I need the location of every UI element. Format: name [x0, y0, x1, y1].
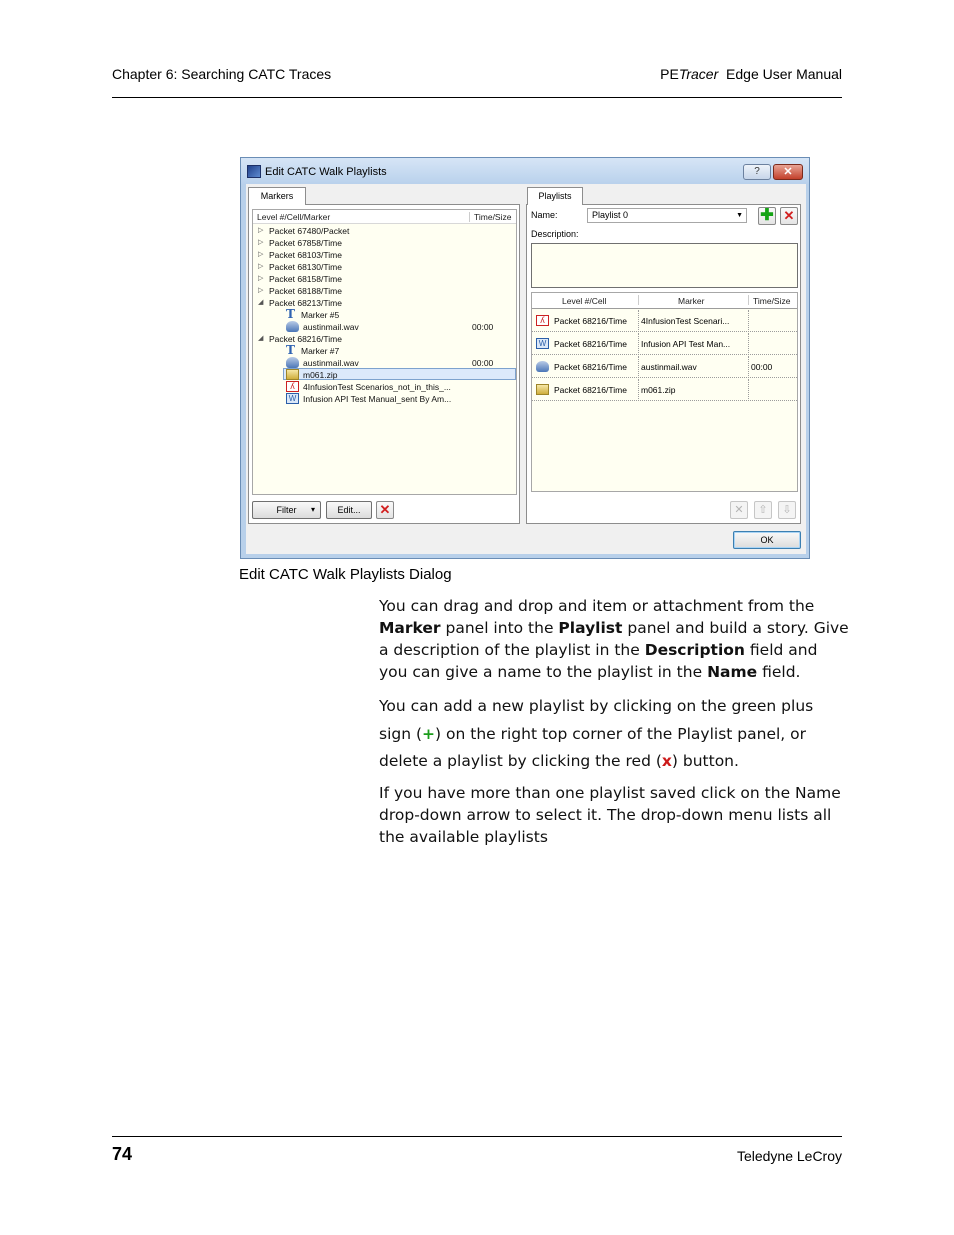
tree-item[interactable] — [253, 273, 516, 285]
dialog-title: Edit CATC Walk Playlists — [265, 166, 387, 178]
paragraph-add-delete — [379, 693, 849, 776]
tree-item-time: 00:00 — [472, 358, 494, 368]
text-run: ) on the right top corner of the Playlist panel, or delete a playlist by clicking the red ( — [379, 724, 807, 770]
markers-panel — [248, 204, 520, 524]
playlist-row-marker: m061.zip — [641, 385, 676, 395]
paragraph-dropdown: If you have more than one playlist saved click on the Name drop-down arrow to select it. The drop-down menu lists all the available playlists — [379, 784, 841, 846]
manual-italic: Tracer — [678, 66, 719, 82]
description-field[interactable] — [531, 243, 798, 288]
text-run: panel and build a story. Give a description of the playlist in the — [379, 619, 849, 659]
expander-icon[interactable]: ▷ — [258, 251, 264, 258]
plus-icon: + — [422, 724, 436, 743]
move-down-button[interactable]: ⇩ — [778, 501, 796, 519]
playlist-row-time — [751, 310, 797, 332]
manual-title — [660, 66, 842, 82]
grid-header-marker[interactable]: Marker — [678, 296, 705, 306]
app-icon — [247, 165, 261, 178]
marker-icon: T — [286, 343, 295, 357]
playlist-row-level: Packet 68216/Time — [554, 385, 627, 395]
tree-item-label: Packet 68103/Time — [269, 250, 342, 260]
tree-item-label: austinmail.wav — [303, 358, 359, 368]
playlist-grid[interactable] — [531, 292, 798, 492]
text-run: You can add a new playlist by clicking on the green plus sign ( — [379, 697, 814, 743]
bold-term: Description — [644, 641, 745, 659]
chevron-down-icon[interactable]: ▼ — [736, 212, 743, 219]
footer-company: Teledyne LeCroy — [736, 1148, 842, 1164]
expander-icon[interactable]: ◢ — [258, 299, 264, 306]
playlist-row-level: Packet 68216/Time — [554, 316, 627, 326]
move-up-button[interactable]: ⇧ — [754, 501, 772, 519]
playlist-row-marker: Infusion API Test Man... — [641, 339, 731, 349]
document-file-icon: W — [286, 393, 299, 404]
column-separator — [638, 379, 639, 401]
header-time[interactable]: Time/Size — [474, 212, 512, 222]
playlist-row[interactable] — [532, 333, 797, 355]
expander-icon[interactable]: ◢ — [258, 335, 264, 342]
expander-icon[interactable]: ▷ — [258, 275, 264, 282]
tree-item[interactable] — [253, 237, 516, 249]
expander-icon[interactable]: ▷ — [258, 227, 264, 234]
tree-item-label: Infusion API Test Manual_sent By Am... — [303, 394, 452, 404]
tree-item-label: Packet 68216/Time — [269, 334, 342, 344]
playlist-row-time — [751, 333, 797, 355]
playlist-row-level: Packet 68216/Time — [554, 339, 627, 349]
tree-item-label: 4InfusionTest Scenarios_not_in_this_... — [303, 382, 451, 392]
zip-file-icon — [536, 384, 549, 395]
edit-button[interactable]: Edit... — [326, 501, 372, 519]
playlist-name-value: Playlist 0 — [592, 210, 629, 220]
tree-item-label: Packet 67480/Packet — [269, 226, 350, 236]
tree-item[interactable] — [253, 225, 516, 237]
expander-icon[interactable]: ▷ — [258, 239, 264, 246]
grid-header-separator — [638, 295, 639, 305]
pdf-file-icon: ʎ — [286, 381, 299, 392]
tree-item-label: Packet 68130/Time — [269, 262, 342, 272]
filter-arrow-icon: ▾ — [310, 505, 315, 514]
name-label: Name: — [531, 210, 558, 220]
paragraph-drag-drop — [379, 595, 849, 683]
remove-item-button[interactable]: ✕ — [730, 501, 748, 519]
column-separator — [748, 356, 749, 378]
pdf-file-icon: ʎ — [536, 315, 549, 326]
tab-markers[interactable]: Markers — [248, 187, 306, 205]
playlist-name-select[interactable] — [587, 208, 747, 223]
expander-icon[interactable]: ▷ — [258, 263, 264, 270]
manual-prefix: PE — [660, 66, 679, 82]
expander-icon[interactable]: ▷ — [258, 287, 264, 294]
tree-item-label: Packet 68158/Time — [269, 274, 342, 284]
help-button[interactable]: ? — [743, 164, 771, 180]
text-run: You can drag and drop and item or attachment from the — [379, 597, 815, 615]
tab-playlists[interactable]: Playlists — [527, 187, 583, 205]
delete-marker-button[interactable]: ✕ — [376, 501, 394, 519]
delete-icon: x — [661, 752, 672, 770]
tree-item[interactable] — [253, 345, 516, 357]
tree-item[interactable] — [253, 321, 516, 333]
markers-header — [253, 210, 517, 224]
tree-item-label: Packet 68213/Time — [269, 298, 342, 308]
page-number: 74 — [112, 1144, 133, 1164]
column-separator — [748, 333, 749, 355]
close-button[interactable]: ✕ — [773, 164, 803, 180]
bold-term: Name — [707, 663, 758, 681]
document-file-icon: W — [536, 338, 549, 349]
footer-rule — [112, 1136, 842, 1137]
tree-item-label: Marker #5 — [301, 310, 340, 320]
column-separator — [748, 379, 749, 401]
manual-suffix: Edge User Manual — [726, 66, 842, 82]
tree-item[interactable] — [253, 261, 516, 273]
column-separator — [638, 310, 639, 332]
tree-item[interactable] — [253, 393, 516, 405]
column-separator — [638, 356, 639, 378]
figure-caption: Edit CATC Walk Playlists Dialog — [239, 566, 452, 583]
tree-item[interactable] — [253, 369, 516, 381]
playlist-row-marker: 4InfusionTest Scenari... — [641, 316, 730, 326]
playlist-row-marker: austinmail.wav — [641, 362, 697, 372]
markers-tree[interactable] — [252, 209, 517, 495]
tree-item-label: austinmail.wav — [303, 322, 359, 332]
description-label: Description: — [531, 229, 579, 239]
tree-item[interactable] — [253, 309, 516, 321]
column-separator — [638, 333, 639, 355]
audio-file-icon — [536, 361, 549, 372]
tree-item[interactable] — [253, 285, 516, 297]
delete-playlist-button[interactable]: ✕ — [780, 207, 798, 225]
tree-item-time: 00:00 — [472, 322, 494, 332]
column-separator — [748, 310, 749, 332]
audio-file-icon — [286, 357, 299, 368]
marker-icon: T — [286, 307, 295, 321]
grid-header — [532, 293, 798, 309]
grid-header-separator — [748, 295, 749, 305]
tree-item-label: Packet 67858/Time — [269, 238, 342, 248]
filter-label: Filter — [276, 505, 297, 515]
add-playlist-button[interactable]: ✚ — [758, 207, 776, 225]
bold-term: Marker — [379, 619, 441, 637]
bold-term: Playlist — [558, 619, 623, 637]
edit-playlists-dialog — [240, 157, 810, 559]
playlist-row[interactable] — [532, 356, 797, 378]
dialog-titlebar[interactable] — [241, 158, 809, 184]
tree-item[interactable] — [253, 381, 516, 393]
tree-item-label: Packet 68188/Time — [269, 286, 342, 296]
text-run: ) button. — [671, 752, 739, 770]
playlist-row[interactable] — [532, 379, 797, 401]
header-separator — [469, 212, 470, 222]
tree-item-label: Marker #7 — [301, 346, 340, 356]
playlist-row-time — [751, 379, 797, 401]
playlist-row-time: 00:00 — [751, 362, 773, 372]
tree-item-label: m061.zip — [303, 370, 338, 380]
text-run: panel into the — [440, 619, 559, 637]
filter-button[interactable] — [252, 501, 321, 519]
grid-header-time[interactable]: Time/Size — [753, 296, 791, 306]
header-rule — [112, 97, 842, 98]
tree-item[interactable] — [253, 249, 516, 261]
grid-header-level[interactable]: Level #/Cell — [562, 296, 607, 306]
header-level: Level #/Cell/Marker — [257, 212, 331, 222]
zip-file-icon — [286, 369, 299, 380]
playlist-row[interactable] — [532, 310, 797, 332]
text-run: field. — [757, 663, 801, 681]
chapter-title: Chapter 6: Searching CATC Traces — [112, 66, 332, 82]
ok-button[interactable]: OK — [733, 531, 801, 549]
text-run: field and you can give a name to the playlist in the — [379, 641, 818, 681]
playlists-panel — [526, 204, 801, 524]
playlist-row-level: Packet 68216/Time — [554, 362, 627, 372]
dialog-body — [246, 184, 806, 554]
audio-file-icon — [286, 321, 299, 332]
